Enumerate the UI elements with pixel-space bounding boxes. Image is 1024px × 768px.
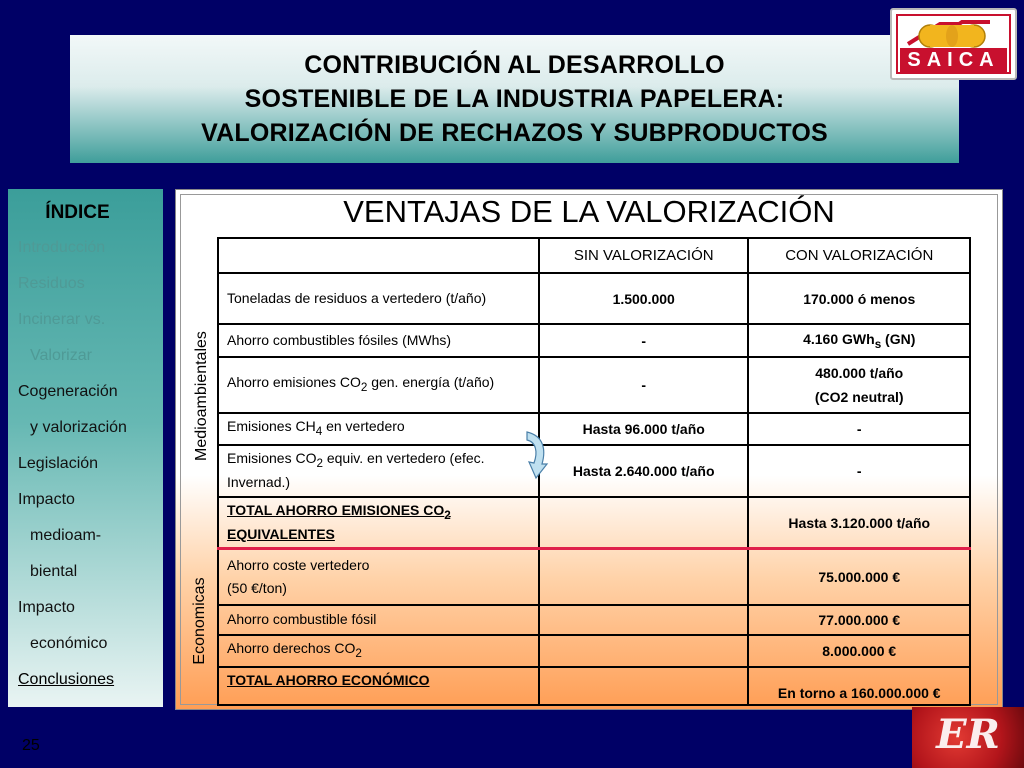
row-label <box>218 635 539 667</box>
index-item-incinerar[interactable]: Incinerar vs. <box>18 311 106 328</box>
con-value-tail: (GN) <box>881 330 916 347</box>
index-item-residuos[interactable]: Residuos <box>18 275 85 292</box>
row-label: Ahorro combustibles fósiles (MWhs) <box>218 324 539 357</box>
label-pre: Ahorro emisiones CO <box>227 374 361 391</box>
row-con-value <box>748 357 970 413</box>
economic-side-label: Economicas <box>191 577 208 665</box>
index-item-conclusiones[interactable]: Conclusiones <box>18 671 115 688</box>
row-con-value: En torno a 160.000.000 € <box>748 667 970 705</box>
label-post: EQUIVALENTES <box>227 525 335 542</box>
table-row <box>218 445 970 497</box>
row-sin-value: - <box>539 324 749 357</box>
table-row <box>218 549 970 605</box>
index-title: ÍNDICE <box>45 202 110 223</box>
con-value-subscript: s <box>874 337 882 351</box>
index-panel <box>8 189 163 707</box>
label-subscript: 2 <box>316 457 323 471</box>
header-con-valorizacion: CON VALORIZACIÓN <box>748 238 970 273</box>
index-item-biental[interactable]: biental <box>30 563 78 580</box>
label-pre: TOTAL AHORRO EMISIONES CO <box>227 502 445 519</box>
row-sin-value <box>539 549 749 605</box>
label-subscript: 2 <box>355 646 362 660</box>
environmental-side-label: Medioambientales <box>193 331 210 461</box>
index-item-impacto-2[interactable]: Impacto <box>18 599 75 616</box>
con-value-main: 4.160 GWh <box>803 330 875 347</box>
label-pre: Emisiones CH <box>227 418 316 434</box>
saica-logo <box>890 8 1017 80</box>
label-post: en vertedero <box>322 418 405 434</box>
label-subscript: 4 <box>315 424 323 438</box>
index-item-legislacion[interactable]: Legislación <box>18 455 99 472</box>
row-con-value: Hasta 3.120.000 t/año <box>748 497 970 549</box>
row-sin-value <box>539 605 749 635</box>
label-pre: Ahorro derechos CO <box>227 639 356 656</box>
row-label <box>218 413 539 445</box>
label-post: gen. energía (t/año) <box>367 374 495 391</box>
table-row-total-economic <box>218 667 970 705</box>
row-sin-value: Hasta 2.640.000 t/año <box>539 445 749 497</box>
row-label: TOTAL AHORRO ECONÓMICO <box>218 667 539 705</box>
slide-title-line-3: VALORIZACIÓN DE RECHAZOS Y SUBPRODUCTOS <box>201 119 828 147</box>
table-row <box>218 635 970 667</box>
index-item-economico[interactable]: económico <box>30 635 108 652</box>
row-label <box>218 445 539 497</box>
row-con-value: 170.000 ó menos <box>748 273 970 324</box>
row-con-value: - <box>748 445 970 497</box>
slide-title-line-1: CONTRIBUCIÓN AL DESARROLLO <box>304 51 725 79</box>
corner-logo-monogram: ER <box>936 711 1000 758</box>
slide-title-line-2: SOSTENIBLE DE LA INDUSTRIA PAPELERA: <box>244 85 785 113</box>
table-row-total-emissions <box>218 497 970 549</box>
label-pre: Emisiones CO <box>227 450 317 467</box>
label-subscript: 2 <box>444 508 451 522</box>
row-label: Toneladas de residuos a vertedero (t/año) <box>218 273 539 324</box>
index-item-medioam[interactable]: medioam- <box>30 527 102 544</box>
table-row <box>218 413 970 445</box>
label-line-1: Ahorro coste vertedero <box>227 557 370 574</box>
slide-title-box <box>70 35 959 163</box>
index-item-y-valorizacion[interactable]: y valorización <box>30 419 127 436</box>
row-con-value: - <box>748 413 970 445</box>
index-item-cogeneracion[interactable]: Cogeneración <box>18 383 118 400</box>
row-sin-value <box>539 497 749 549</box>
row-label <box>218 357 539 413</box>
index-item-introduccion[interactable]: Introducción <box>18 239 106 256</box>
table-row <box>218 357 970 413</box>
content-title: VENTAJAS DE LA VALORIZACIÓN <box>343 194 835 229</box>
row-con-value: 77.000.000 € <box>748 605 970 635</box>
table-row <box>218 324 970 357</box>
advantages-table <box>217 237 971 706</box>
index-item-impacto[interactable]: Impacto <box>18 491 75 508</box>
corner-logo <box>912 707 1024 768</box>
row-con-value: 8.000.000 € <box>748 635 970 667</box>
row-sin-value: 1.500.000 <box>539 273 749 324</box>
row-sin-value: Hasta 96.000 t/año <box>539 413 749 445</box>
con-value-line-1: 480.000 t/año <box>815 365 904 381</box>
row-label <box>218 549 539 605</box>
table-row <box>218 605 970 635</box>
index-item-valorizar[interactable]: Valorizar <box>30 347 92 364</box>
label-line-2: (50 €/ton) <box>227 580 287 597</box>
con-value-line-2: (CO2 neutral) <box>814 389 904 405</box>
row-sin-value <box>539 635 749 667</box>
row-con-value: 75.000.000 € <box>748 549 970 605</box>
header-empty <box>218 238 539 273</box>
row-con-value <box>748 324 970 357</box>
row-sin-value: - <box>539 357 749 413</box>
header-sin-valorizacion: SIN VALORIZACIÓN <box>539 238 749 273</box>
slide-number: 25 <box>22 737 40 754</box>
logo-wordmark: SAICA <box>900 48 1007 72</box>
row-label: Ahorro combustible fósil <box>218 605 539 635</box>
label-post: equiv. en vertedero (efec. Invernad.) <box>227 450 485 491</box>
label-subscript: 2 <box>360 380 368 394</box>
row-sin-value <box>539 667 749 705</box>
table-header-row <box>218 238 970 273</box>
table-row <box>218 273 970 324</box>
row-label <box>218 497 539 549</box>
curved-arrow-icon <box>524 430 550 480</box>
